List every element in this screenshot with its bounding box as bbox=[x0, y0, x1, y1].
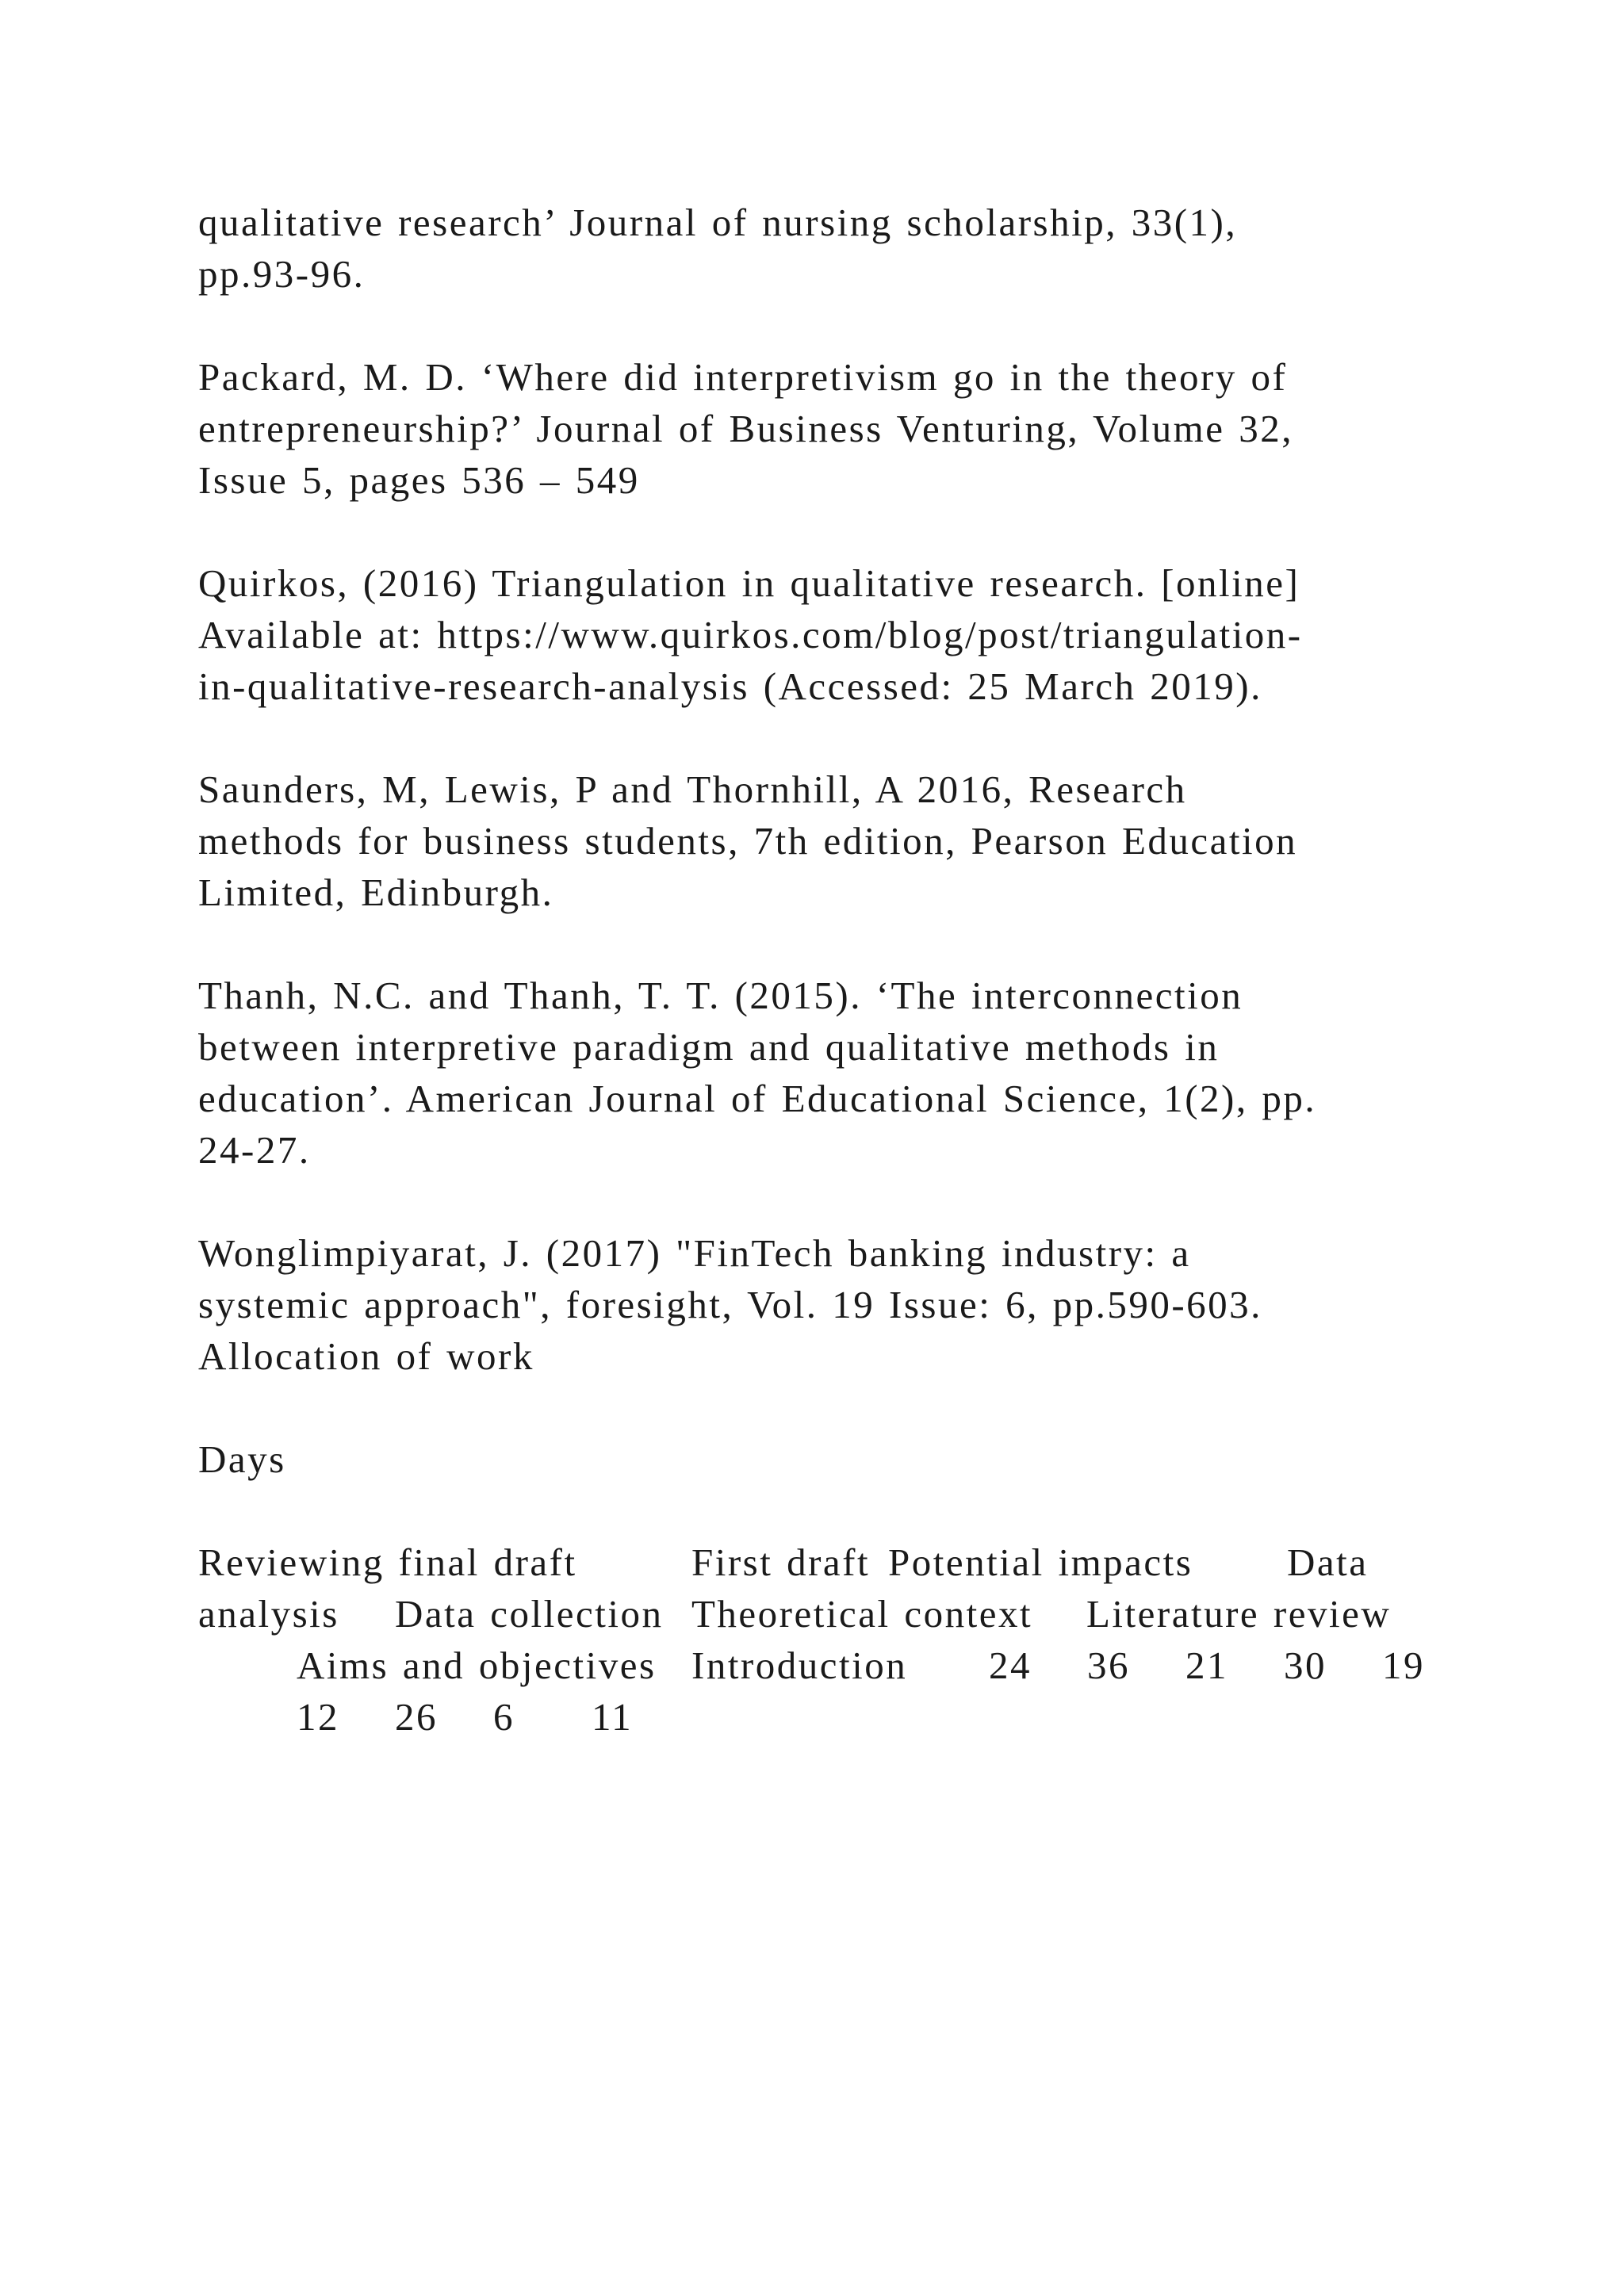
document-body bbox=[198, 197, 1435, 1743]
reference-line: Available at: https://www.quirkos.com/blog/post/triangulation- bbox=[198, 613, 1303, 656]
reference-entry bbox=[198, 351, 1435, 506]
reference-line: Thanh, N.C. and Thanh, T. T. (2015). ‘The interconnection bbox=[198, 974, 1243, 1017]
reference-line: Quirkos, (2016) Triangulation in qualitative research. [online] bbox=[198, 561, 1300, 605]
table-row bbox=[198, 1640, 1435, 1691]
days-label: Days bbox=[198, 1437, 286, 1481]
table-cell: 24 bbox=[989, 1644, 1032, 1687]
table-cell: Aims and objectives bbox=[297, 1644, 657, 1687]
table-cell: Introduction bbox=[691, 1644, 908, 1687]
days-paragraph bbox=[198, 1433, 1435, 1485]
table-cell: 12 bbox=[297, 1695, 339, 1739]
reference-line: 24-27. bbox=[198, 1128, 311, 1172]
table-row bbox=[198, 1536, 1435, 1588]
table-cell: 26 bbox=[395, 1695, 438, 1739]
allocation-table bbox=[198, 1536, 1435, 1743]
reference-line: qualitative research’ Journal of nursing scholarship, 33(1), bbox=[198, 201, 1238, 244]
reference-entry bbox=[198, 197, 1435, 300]
section-title: Allocation of work bbox=[198, 1334, 534, 1378]
reference-entry bbox=[198, 763, 1435, 918]
reference-line: Issue 5, pages 536 – 549 bbox=[198, 458, 640, 502]
reference-line: pp.93-96. bbox=[198, 252, 366, 296]
reference-line: between interpretive paradigm and qualitative methods in bbox=[198, 1025, 1220, 1069]
reference-line: systemic approach", foresight, Vol. 19 Issue: 6, pp.590-603. bbox=[198, 1283, 1262, 1326]
table-cell: 21 bbox=[1185, 1644, 1228, 1687]
table-row bbox=[198, 1691, 1435, 1743]
reference-line: Limited, Edinburgh. bbox=[198, 871, 554, 914]
reference-entry bbox=[198, 1227, 1435, 1382]
table-cell: 11 bbox=[592, 1695, 634, 1739]
reference-line: Wonglimpiyarat, J. (2017) "FinTech banking industry: a bbox=[198, 1231, 1191, 1275]
table-cell: Data bbox=[1287, 1540, 1369, 1584]
table-cell: Theoretical context bbox=[691, 1592, 1033, 1636]
table-cell: 30 bbox=[1284, 1644, 1327, 1687]
table-cell: 36 bbox=[1087, 1644, 1130, 1687]
reference-line: Packard, M. D. ‘Where did interpretivism go in the theory of bbox=[198, 355, 1288, 399]
reference-entry bbox=[198, 557, 1435, 712]
table-cell: Literature review bbox=[1086, 1592, 1392, 1636]
table-cell: Data collection bbox=[395, 1592, 664, 1636]
reference-entry bbox=[198, 970, 1435, 1176]
table-cell: Potential impacts bbox=[888, 1540, 1193, 1584]
table-cell: 19 bbox=[1382, 1644, 1425, 1687]
reference-line: methods for business students, 7th edition, Pearson Education bbox=[198, 819, 1298, 863]
reference-line: entrepreneurship?’ Journal of Business Venturing, Volume 32, bbox=[198, 407, 1294, 450]
reference-line: education’. American Journal of Educational Science, 1(2), pp. bbox=[198, 1077, 1317, 1120]
reference-line: in-qualitative-research-analysis (Accessed: 25 March 2019). bbox=[198, 664, 1262, 708]
table-cell: analysis bbox=[198, 1592, 339, 1636]
reference-line: Saunders, M, Lewis, P and Thornhill, A 2016, Research bbox=[198, 767, 1187, 811]
table-cell: 6 bbox=[493, 1695, 515, 1739]
table-row bbox=[198, 1588, 1435, 1640]
table-cell: First draft bbox=[691, 1540, 871, 1584]
table-cell: Reviewing final draft bbox=[198, 1540, 577, 1584]
